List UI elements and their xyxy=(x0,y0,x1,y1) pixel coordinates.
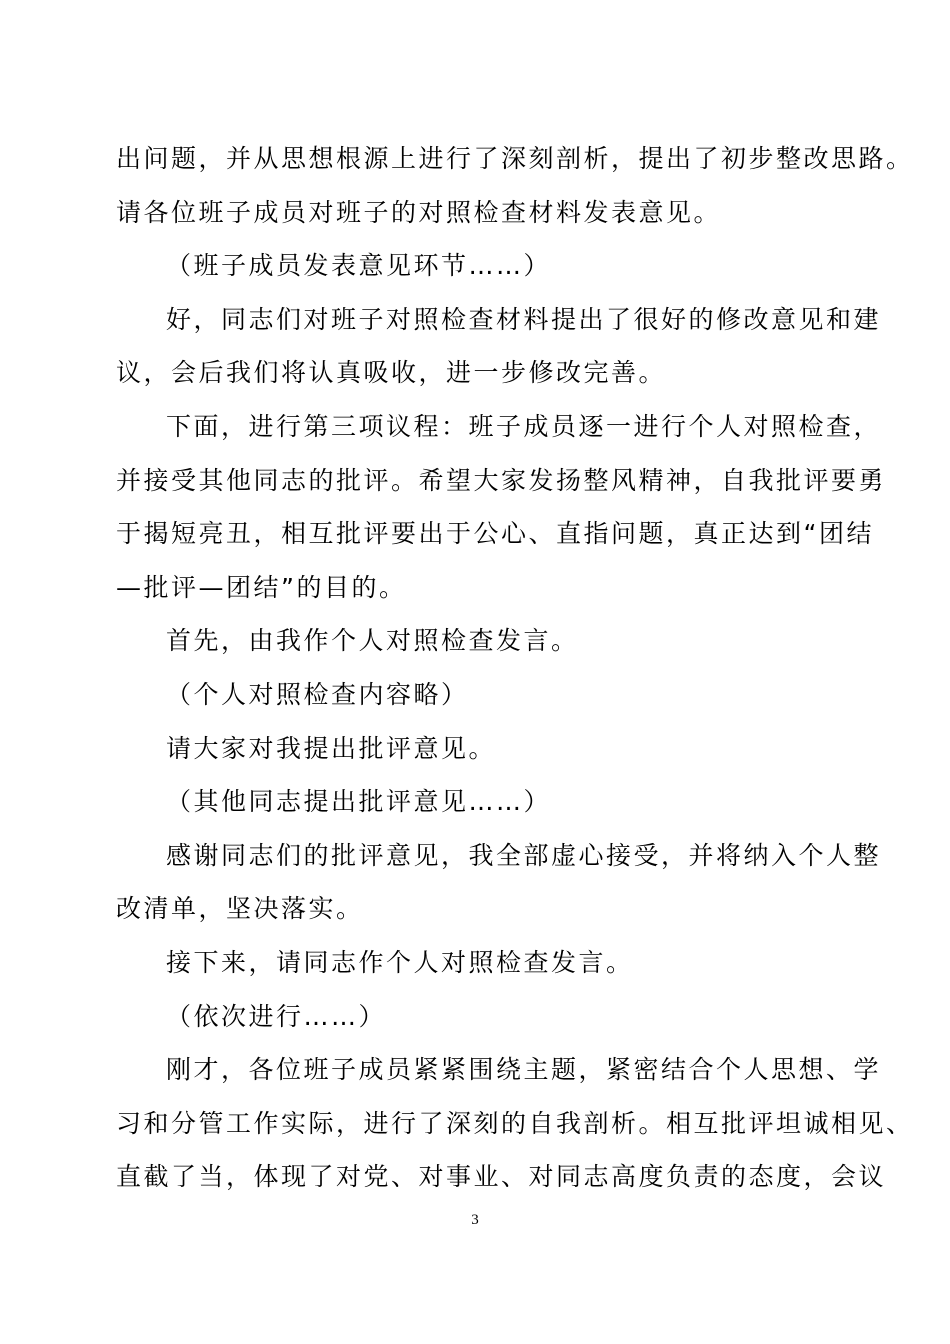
text-line: 直截了当，体现了对党、对事业、对同志高度负责的态度，会议 xyxy=(116,1162,887,1192)
text-line: 议，会后我们将认真吸收，进一步修改完善。 xyxy=(116,358,667,388)
text-line: 刚才，各位班子成员紧紧围绕主题，紧密结合个人思想、学 xyxy=(166,1055,882,1085)
text-line: 感谢同志们的批评意见，我全部虚心接受，并将纳入个人整 xyxy=(166,840,882,870)
document-body xyxy=(116,132,914,1204)
text-line: 接下来，请同志作个人对照检查发言。 xyxy=(166,947,634,977)
text-line: 下面，进行第三项议程：班子成员逐一进行个人对照检查， xyxy=(166,411,882,441)
text-line: 于揭短亮丑，相互批评要出于公心、直指问题，真正达到“团结 xyxy=(116,519,874,549)
page-number: 3 xyxy=(471,1212,479,1228)
text-line: 好，同志们对班子对照检查材料提出了很好的修改意见和建 xyxy=(166,304,882,334)
text-line: 并接受其他同志的批评。希望大家发扬整风精神，自我批评要勇 xyxy=(116,465,887,495)
text-line: 请各位班子成员对班子的对照检查材料发表意见。 xyxy=(116,197,722,227)
text-line: 首先，由我作个人对照检查发言。 xyxy=(166,626,579,656)
text-line: 习和分管工作实际，进行了深刻的自我剖析。相互批评坦诚相见、 xyxy=(116,1108,914,1138)
text-line: 请大家对我提出批评意见。 xyxy=(166,733,497,763)
text-line: （依次进行……） xyxy=(166,1001,387,1031)
text-line: 改清单，坚决落实。 xyxy=(116,894,364,924)
text-line: —批评—团结”的目的。 xyxy=(116,572,407,602)
text-line: （班子成员发表意见环节……） xyxy=(166,251,552,281)
text-line: 出问题，并从思想根源上进行了深刻剖析，提出了初步整改思路。 xyxy=(116,144,914,173)
text-line: （其他同志提出批评意见……） xyxy=(166,787,552,817)
text-line: （个人对照检查内容略） xyxy=(166,679,469,709)
